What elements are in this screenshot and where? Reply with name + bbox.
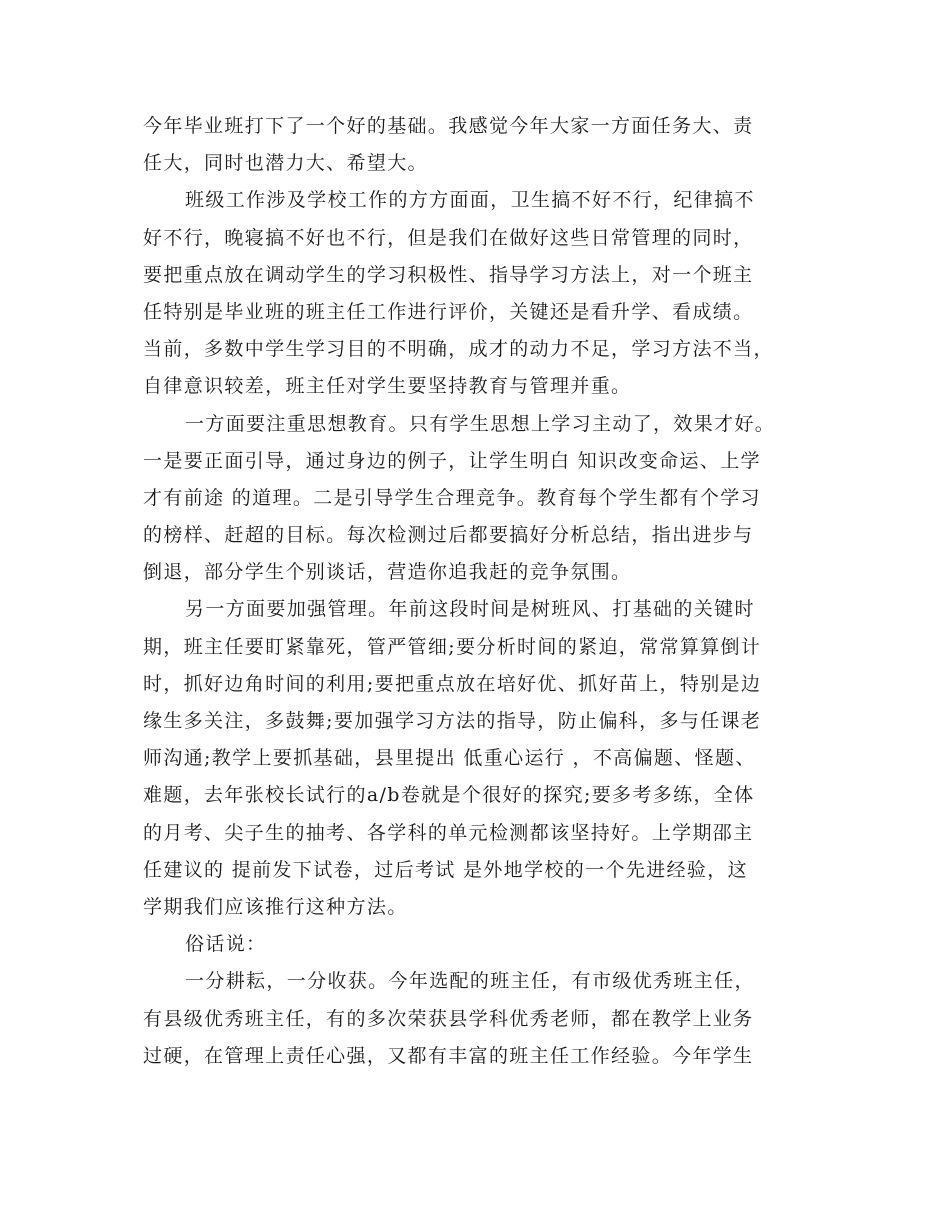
text-line: 过硬，在管理上责任心强，又都有丰富的班主任工作经验。今年学生 [143,1044,754,1067]
text-line: 今年毕业班打下了一个好的基础。我感觉今年大家一方面任务大、责 [143,115,754,137]
text-line: 俗话说： [185,933,267,956]
text-line: 任建议的 提前发下试卷，过后考试 是外地学校的一个先进经验，这 [143,858,748,881]
text-line: 一是要正面引导，通过身边的例子，让学生明白 知识改变命运、上学 [143,449,761,472]
text-line: 好不行，晚寝搞不好也不行，但是我们在做好这些日常管理的同时， [143,226,754,249]
text-line: 任特别是毕业班的班主任工作进行评价，关键还是看升学、看成绩。 [143,300,754,323]
text-line: 自律意识较差，班主任对学生要坚持教育与管理并重。 [143,375,632,398]
text-line: 时，抓好边角时间的利用;要把重点放在培好优、抓好苗上，特别是边 [143,672,762,695]
body-text [143,108,813,1075]
text-line: 一分耕耘，一分收获。今年选配的班主任，有市级优秀班主任， [185,970,755,993]
text-line: 任大，同时也潜力大、希望大。 [143,152,428,175]
text-line: 师沟通;教学上要抓基础，县里提出 低重心运行 ，不高偏题、怪题、 [143,747,756,770]
text-line: 倒退，部分学生个别谈话，营造你追我赶的竞争氛围。 [143,561,632,584]
text-line: 当前，多数中学生学习目的不明确，成才的动力不足，学习方法不当， [143,338,774,361]
text-line: 缘生多关注，多鼓舞;要加强学习方法的指导，防止偏科，多与任课老 [143,710,762,732]
text-line: 另一方面要加强管理。年前这段时间是树班风、打基础的关键时 [185,598,755,621]
text-line: 一方面要注重思想教育。只有学生思想上学习主动了，效果才好。 [185,412,776,435]
text-line: 的月考、尖子生的抽考、各学科的单元检测都该坚持好。上学期邵主 [143,821,754,844]
text-line: 有县级优秀班主任，有的多次荣获县学科优秀老师，都在教学上业务 [143,1007,754,1030]
text-line: 要把重点放在调动学生的学习积极性、指导学习方法上，对一个班主 [143,263,754,286]
text-line: 班级工作涉及学校工作的方方面面，卫生搞不好不行，纪律搞不 [185,189,755,212]
text-line: 学期我们应该推行这种方法。 [143,895,408,918]
text-line: 的榜样、赶超的目标。每次检测过后都要搞好分析总结，指出进步与 [143,524,754,547]
text-line: 才有前途 的道理。二是引导学生合理竞争。教育每个学生都有个学习 [143,486,761,509]
text-line: 难题，去年张校长试行的a/b卷就是个很好的探究;要多考多练，全体 [143,784,755,807]
text-line: 期，班主任要盯紧靠死，管严管细;要分析时间的紧迫，常常算算倒计 [143,635,762,658]
